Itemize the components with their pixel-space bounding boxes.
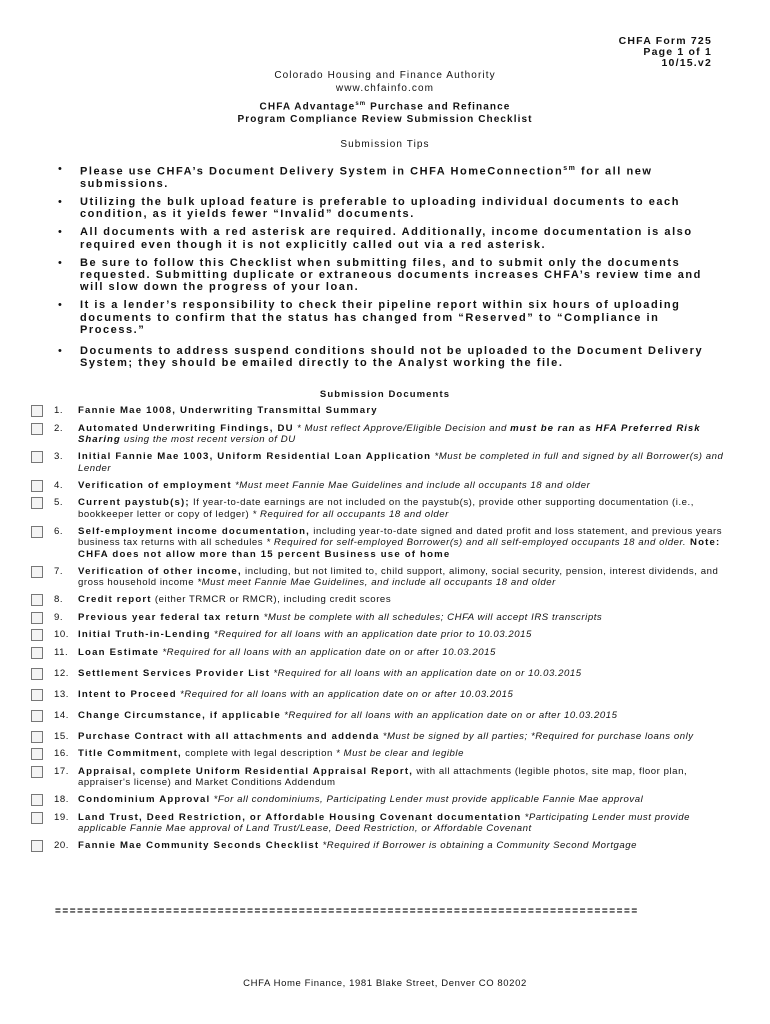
document-item-15: 15. Purchase Contract with all attachments and addenda *Must be signed by all parties; *Required for purchase loans only [30, 731, 730, 743]
document-title: CHFA Advantage$^{sm}$ Purchase and Refinance [259, 101, 511, 113]
document-item-3: 3. Initial Fannie Mae 1003, Uniform Residential Loan Application *Must be completed in full and signed by all Borrower(s) and Lender [30, 451, 730, 474]
checkbox[interactable] [31, 794, 43, 806]
document-item-5: 5. Current paystub(s); If year-to-date earnings are not included on the paystub(s), provide other supporting documentation (i.e., bookkeeper letter or copy of ledger) * Required for all occupants 18 and older [30, 497, 730, 520]
document-item-13: 13. Intent to Proceed *Required for all loans with an application date on or after 10.03.2015 [30, 689, 730, 701]
checkbox[interactable] [31, 812, 43, 824]
form-version: 10/15.v2 [661, 57, 712, 69]
organization-name: Colorado Housing and Finance Authority [274, 70, 496, 81]
document-item-4: 4. Verification of employment *Must meet Fannie Mae Guidelines and include all occupants 18 and older [30, 480, 730, 492]
document-item-8: 8. Credit report (either TRMCR or RMCR), including credit scores [30, 594, 730, 606]
tip-item: • Utilizing the bulk upload feature is preferable to uploading individual documents to each condition, as it yields fewer “Invalid” documents. [58, 196, 680, 221]
checkbox[interactable] [31, 731, 43, 743]
checkbox[interactable] [31, 668, 43, 680]
checkbox[interactable] [31, 566, 43, 578]
checkbox[interactable] [31, 405, 43, 417]
document-item-17: 17. Appraisal, complete Uniform Residential Appraisal Report, with all attachments (legible photos, site map, floor plan, appraiser's license) and Market Conditions Addendum [30, 766, 730, 789]
tip-item: • Be sure to follow this Checklist when submitting files, and to submit only the documents requested. Submitting duplicate or extraneous documents increases CHFA’s review time and will slow down the progress of your loan. [58, 256, 702, 294]
document-subtitle: Program Compliance Review Submission Checklist [237, 114, 533, 125]
checkbox[interactable] [31, 612, 43, 624]
tips-list [57, 163, 717, 376]
documents-heading: Submission Documents [319, 389, 451, 400]
form-identifier [619, 36, 712, 69]
tip-item: • Documents to address suspend conditions should not be uploaded to the Document Delivery System; they should be emailed directly to the Analyst working the file. [58, 345, 704, 370]
documents-list [30, 405, 730, 858]
document-item-9: 9. Previous year federal tax return *Must be complete with all schedules; CHFA will accept IRS transcripts [30, 612, 730, 624]
document-item-16: 16. Title Commitment, complete with legal description * Must be clear and legible [30, 748, 730, 760]
website: www.chfainfo.com [335, 83, 435, 94]
tip-item: • All documents with a red asterisk are required. Additionally, income documentation is also required even though it is not explicitly called out via a red asterisk. [58, 226, 693, 251]
document-item-14: 14. Change Circumstance, if applicable *Required for all loans with an application date on or after 10.03.2015 [30, 710, 730, 722]
checkbox[interactable] [31, 710, 43, 722]
document-item-2: 2. Automated Underwriting Findings, DU * Must reflect Approve/Eligible Decision and must be ran as HFA Preferred Risk Sharing using the most recent version of DU [30, 423, 730, 446]
document-item-1: 1. Fannie Mae 1008, Underwriting Transmittal Summary [30, 405, 730, 417]
document-item-11: 11. Loan Estimate *Required for all loans with an application date on or after 10.03.2015 [30, 647, 730, 659]
footer-address: CHFA Home Finance, 1981 Blake Street, Denver CO 80202 [243, 978, 527, 989]
checkbox[interactable] [31, 629, 43, 641]
checkbox[interactable] [31, 748, 43, 760]
checkbox[interactable] [31, 423, 43, 435]
document-item-7: 7. Verification of other income, including, but not limited to, child support, alimony, social security, pension, interest dividends, and gross household income *Must meet Fannie Mae Guidelines, and include all occupants 18 and older [30, 566, 730, 589]
tips-heading: Submission Tips [340, 139, 430, 150]
checkbox[interactable] [31, 689, 43, 701]
document-item-18: 18. Condominium Approval *For all condominiums, Participating Lender must provide applicable Fannie Mae approval [30, 794, 730, 806]
checkbox[interactable] [31, 526, 43, 538]
document-item-12: 12. Settlement Services Provider List *Required for all loans with an application date on or 10.03.2015 [30, 668, 730, 680]
document-item-19: 19. Land Trust, Deed Restriction, or Affordable Housing Covenant documentation *Participating Lender must provide applicable Fannie Mae approval of Land Trust/Lease, Deed Restriction, or Affordable Covenant [30, 812, 730, 835]
checkbox[interactable] [31, 840, 43, 852]
document-item-6: 6. Self-employment income documentation, including year-to-date signed and dated profit and loss statement, and previous years business tax returns with all schedules * Required for self-employed Borrower(s) and all self-employed occupants 18 and older. Note: CHFA does not allow more than 15 percent Business use of home [30, 526, 730, 561]
document-item-20: 20. Fannie Mae Community Seconds Checklist *Required if Borrower is obtaining a Community Second Mortgage [30, 840, 730, 852]
document-item-10: 10. Initial Truth-in-Lending *Required for all loans with an application date prior to 10.03.2015 [30, 629, 730, 641]
checkbox[interactable] [31, 480, 43, 492]
form-number: CHFA Form 725 [618, 35, 712, 47]
tip-item: • Please use CHFA’s Document Delivery System in CHFA HomeConnection$^{sm}$ for all new submissions. [58, 163, 653, 190]
checkbox[interactable] [31, 497, 43, 509]
tip-item: • It is a lender’s responsibility to check their pipeline report within six hours of uploading documents to confirm that the status has changed from “Reserved” to “Compliance in Process.” [58, 299, 681, 336]
checkbox[interactable] [31, 647, 43, 659]
page-number: Page 1 of 1 [643, 46, 712, 58]
checkbox[interactable] [31, 766, 43, 778]
checkbox[interactable] [31, 451, 43, 463]
divider-rule: =============================================================================== [55, 906, 639, 917]
checkbox[interactable] [31, 594, 43, 606]
